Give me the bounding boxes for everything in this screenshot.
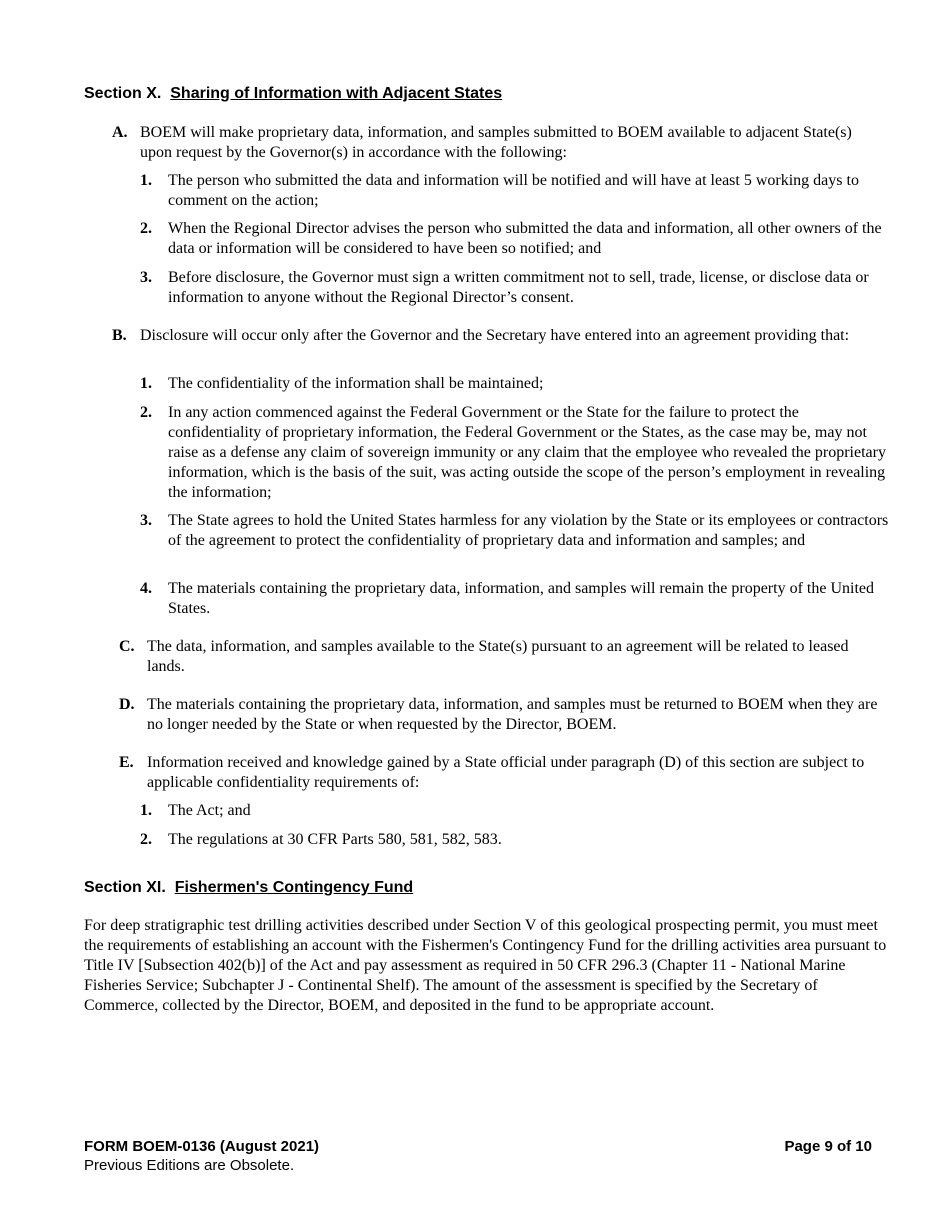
item-e-2-label: 2. — [140, 831, 152, 848]
item-a-2-label: 2. — [140, 220, 152, 237]
item-b-4-label: 4. — [140, 580, 152, 597]
item-e-1-text: The Act; and — [168, 802, 251, 819]
item-e-1-label: 1. — [140, 802, 152, 819]
item-b-3-text: The State agrees to hold the United States harmless for any violation by the State or its employees or contractors of the agreement to protect the confidentiality of proprietary data and information and samples; and — [168, 512, 889, 549]
item-d-text: The materials containing the proprietary data, information, and samples must be returned to BOEM when they are no longer needed by the State or when requested by the Director, BOEM. — [147, 696, 878, 733]
item-a-2-text: When the Regional Director advises the person who submitted the data and information, all other owners of the data or information will be considered to have been so notified; and — [168, 220, 882, 257]
footer-page-number: Page 9 of 10 — [784, 1138, 872, 1155]
item-b-text: Disclosure will occur only after the Governor and the Secretary have entered into an agreement providing that: — [140, 327, 850, 344]
section-x-title: Sharing of Information with Adjacent States — [170, 85, 503, 102]
item-b-2-label: 2. — [140, 404, 152, 421]
item-a-1-label: 1. — [140, 172, 152, 189]
item-a-label: A. — [112, 124, 128, 141]
item-b-3-label: 3. — [140, 512, 152, 529]
item-c-text: The data, information, and samples available to the State(s) pursuant to an agreement will be related to leased lands. — [147, 638, 849, 675]
section-xi-title: Fishermen's Contingency Fund — [174, 879, 414, 896]
item-b-1-label: 1. — [140, 375, 152, 392]
item-b-1-text: The confidentiality of the information shall be maintained; — [168, 375, 544, 392]
item-e-text: Information received and knowledge gained by a State official under paragraph (D) of this section are subject to applicable confidentiality requirements of: — [147, 754, 865, 791]
item-a-text: BOEM will make proprietary data, information, and samples submitted to BOEM available to adjacent State(s) upon request by the Governor(s) in accordance with the following: — [140, 124, 852, 161]
item-e-label: E. — [119, 754, 134, 771]
item-a-3-text: Before disclosure, the Governor must sign a written commitment not to sell, trade, license, or disclose data or information to anyone without the Regional Director’s consent. — [168, 269, 869, 306]
item-e-2-text: The regulations at 30 CFR Parts 580, 581, 582, 583. — [168, 831, 502, 848]
item-b-2-text: In any action commenced against the Federal Government or the State for the failure to protect the confidentiality of proprietary information, the Federal Government or the States, as the case may be, may not raise as a defense any claim of sovereign immunity or any claim that the employee who revealed the proprietary information, which is the basis of the suit, was acting outside the scope of the person’s employment in revealing the information; — [168, 404, 886, 501]
section-xi-label: Section XI. — [84, 879, 166, 896]
item-b-4-text: The materials containing the proprietary data, information, and samples will remain the property of the United States. — [168, 580, 874, 617]
item-d-label: D. — [119, 696, 135, 713]
item-b-label: B. — [112, 327, 127, 344]
item-c-label: C. — [119, 638, 135, 655]
item-a-3-label: 3. — [140, 269, 152, 286]
item-a-1-text: The person who submitted the data and information will be notified and will have at least 5 working days to comment on the action; — [168, 172, 859, 209]
section-xi-body: For deep stratigraphic test drilling activities described under Section V of this geological prospecting permit, you must meet the requirements of establishing an account with the Fishermen's Contingency Fund for the drilling activities area pursuant to Title IV [Subsection 402(b)] of the Act and pay assessment as required in 50 CFR 296.3 (Chapter 11 - National Marine Fisheries Service; Subchapter J - Continental Shelf). The amount of the assessment is specified by the Secretary of Commerce, collected by the Director, BOEM, and deposited in the fund to be appropriate account. — [84, 917, 887, 1014]
footer-obsolete-note: Previous Editions are Obsolete. — [84, 1157, 295, 1174]
item-a — [112, 123, 892, 163]
section-x-label: Section X. — [84, 85, 162, 102]
section-x-heading — [84, 84, 502, 104]
footer-form-number: FORM BOEM-0136 (August 2021) — [84, 1138, 320, 1155]
section-xi-heading — [84, 878, 413, 898]
